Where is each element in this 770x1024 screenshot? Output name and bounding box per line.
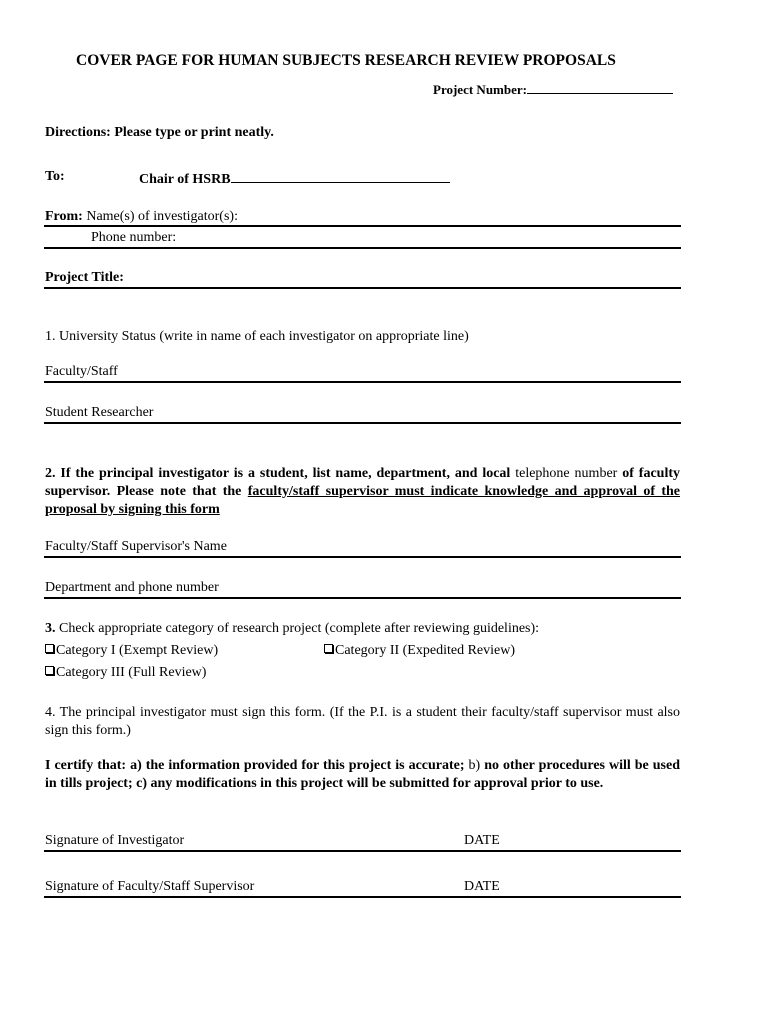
section2-paragraph [45,465,680,519]
section2-part2: telephone number [510,466,623,481]
phone-line[interactable] [44,247,681,249]
project-title-line[interactable] [44,287,681,289]
section3-text: Check appropriate category of research project (complete after reviewing guidelines): [55,621,540,636]
student-researcher-label: Student Researcher [45,405,154,420]
investigator-signature-line[interactable] [44,850,681,852]
category2-label: Category II (Expedited Review) [335,643,515,658]
to-value: Chair of HSRB [139,172,231,187]
to-label: To: [45,169,65,184]
directions-text: Directions: Please type or print neatly. [45,125,274,140]
page-title: COVER PAGE FOR HUMAN SUBJECTS RESEARCH REVIEW PROPOSALS [76,52,616,69]
department-phone-label: Department and phone number [45,580,219,595]
category1-label: Category I (Exempt Review) [56,643,219,658]
category3-checkbox[interactable] [45,666,54,675]
certify-part-c: no other procedures will be used in tills project; c) any modifications in this project will be submitted for approval prior to use. [45,758,680,791]
category1-option[interactable] [45,642,218,660]
section3-row [45,620,539,638]
certify-part-a: I certify that: a) the information provided for this project is accurate; [45,758,465,773]
faculty-staff-label: Faculty/Staff [45,364,118,379]
project-title-label: Project Title: [45,270,124,285]
from-label: From: [45,209,83,224]
department-phone-line[interactable] [44,597,681,599]
category2-option[interactable] [324,642,515,660]
investigator-date-label: DATE [464,833,500,848]
supervisor-date-label: DATE [464,879,500,894]
category3-label: Category III (Full Review) [56,665,207,680]
section2-part3: of faculty supervisor. Please note that the [45,466,680,499]
phone-label: Phone number: [91,230,177,245]
from-line[interactable] [44,225,681,227]
to-row [139,168,450,189]
supervisor-name-label: Faculty/Staff Supervisor's Name [45,539,227,554]
to-field[interactable] [231,168,450,183]
category3-option[interactable] [45,664,206,682]
project-number-field[interactable] [527,79,673,94]
investigator-signature-label: Signature of Investigator [45,833,185,848]
from-value: Name(s) of investigator(s): [86,209,238,224]
project-number-label: Project Number: [433,82,527,97]
section3-number: 3. [45,621,56,636]
faculty-staff-line[interactable] [44,381,681,383]
section4-paragraph: 4. The principal investigator must sign this form. (If the P.I. is a student their faculty/staff supervisor must also sign this form.) [45,705,680,738]
project-number-row [433,79,673,99]
supervisor-name-line[interactable] [44,556,681,558]
category1-checkbox[interactable] [45,644,54,653]
from-row [45,208,238,226]
section2-part1: 2. If the principal investigator is a student, list name, department, and local [45,466,511,481]
certification-paragraph [45,757,680,793]
supervisor-signature-label: Signature of Faculty/Staff Supervisor [45,879,255,894]
category2-checkbox[interactable] [324,644,333,653]
student-researcher-line[interactable] [44,422,681,424]
section1-text: 1. University Status (write in name of each investigator on appropriate line) [45,329,469,344]
supervisor-signature-line[interactable] [44,896,681,898]
section2-part4: faculty/staff supervisor must indicate knowledge and approval of the proposal by signing this form [45,484,681,517]
certify-part-b: b) [464,758,485,773]
